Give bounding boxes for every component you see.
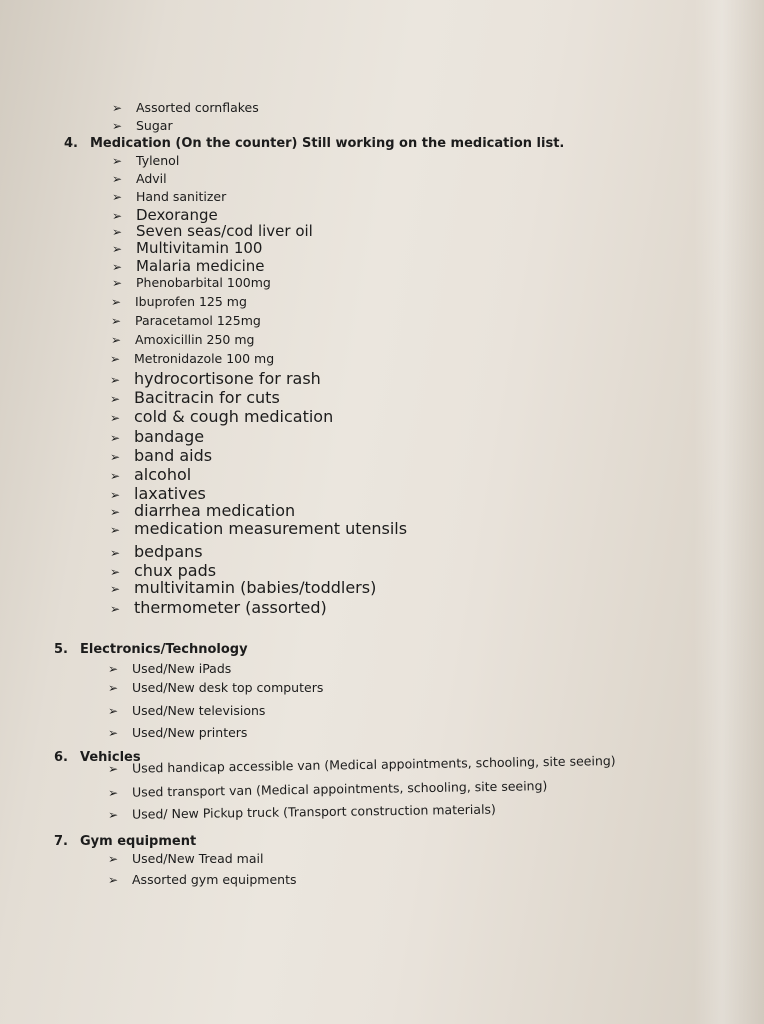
section-title: Gym equipment [80, 834, 197, 849]
bullet-arrow-icon: ➢ [112, 209, 123, 223]
list-item [108, 755, 616, 775]
list-item-text: Used transport van (Medical appointments, schooling, site seeing) [131, 778, 548, 800]
list-item [110, 409, 333, 425]
list-item [110, 390, 280, 406]
bullet-arrow-icon: ➢ [107, 807, 119, 822]
bullet-arrow-icon: ➢ [110, 565, 121, 579]
list-item-text: Seven seas/cod liver oil [136, 222, 313, 240]
list-item-text: medication measurement utensils [134, 519, 408, 538]
list-item [110, 429, 204, 445]
bullet-arrow-icon: ➢ [108, 873, 119, 887]
section-title: Vehicles [80, 750, 141, 765]
list-item-text: multivitamin (babies/toddlers) [134, 578, 377, 597]
list-item-text: Bacitracin for cuts [134, 388, 280, 407]
section-heading-electronics [54, 643, 248, 656]
list-item-text: Metronidazole 100 mg [134, 351, 275, 366]
list-item-text: Tylenol [136, 153, 180, 168]
list-item [108, 874, 297, 887]
list-item [108, 853, 263, 866]
list-item [108, 727, 247, 740]
list-item-text: Dexorange [136, 206, 218, 224]
list-item-text: Paracetamol 125mg [135, 313, 261, 328]
list-item-text: Used/New iPads [132, 661, 232, 676]
bullet-arrow-icon: ➢ [112, 242, 123, 256]
bullet-arrow-icon: ➢ [111, 314, 122, 328]
list-item-text: band aids [134, 446, 213, 465]
section-heading-medication [64, 137, 564, 150]
bullet-arrow-icon: ➢ [112, 154, 123, 168]
bullet-arrow-icon: ➢ [110, 411, 121, 425]
list-item-text: thermometer (assorted) [134, 598, 327, 617]
list-item [110, 521, 407, 537]
list-item [110, 467, 191, 483]
bullet-arrow-icon: ➢ [110, 546, 121, 560]
list-item-text: Assorted cornflakes [136, 100, 259, 115]
bullet-arrow-icon: ➢ [112, 190, 123, 204]
list-item-text: Sugar [136, 118, 173, 133]
bullet-arrow-icon: ➢ [112, 225, 123, 239]
list-item-text: alcohol [134, 465, 192, 484]
list-item [112, 173, 167, 186]
bullet-arrow-icon: ➢ [112, 276, 123, 290]
list-item [112, 120, 173, 133]
list-item-text: Used/ New Pickup truck (Transport construction materials) [131, 801, 496, 822]
list-item-text: Used/New Tread mail [132, 851, 264, 866]
list-item-text: hydrocortisone for rash [134, 369, 321, 388]
list-item [108, 663, 231, 676]
section-number: 7. [54, 834, 68, 849]
list-item [112, 102, 259, 115]
bullet-arrow-icon: ➢ [108, 681, 119, 695]
list-item [107, 801, 496, 822]
list-item [110, 580, 376, 596]
section-title: Medication (On the counter) Still working on the medication list. [90, 136, 565, 151]
bullet-arrow-icon: ➢ [110, 488, 121, 502]
bullet-arrow-icon: ➢ [112, 119, 123, 133]
list-item-text: cold & cough medication [134, 407, 334, 426]
list-item-text: Multivitamin 100 [136, 239, 263, 257]
bullet-arrow-icon: ➢ [107, 761, 119, 776]
bullet-arrow-icon: ➢ [108, 662, 119, 676]
list-item [111, 334, 254, 347]
bullet-arrow-icon: ➢ [110, 523, 121, 537]
list-item-text: Used/New desk top computers [132, 680, 324, 695]
bullet-arrow-icon: ➢ [108, 852, 119, 866]
list-item [112, 224, 313, 239]
list-item-text: Used handicap accessible van (Medical appointments, schooling, site seeing) [131, 753, 616, 776]
bullet-arrow-icon: ➢ [112, 172, 123, 186]
list-item [112, 208, 218, 223]
bullet-arrow-icon: ➢ [110, 582, 121, 596]
list-item [110, 600, 327, 616]
list-item-text: Used/New televisions [132, 703, 266, 718]
list-item [110, 371, 321, 387]
list-item-text: Advil [136, 171, 167, 186]
list-item [110, 353, 274, 366]
section-heading-gym-equipment [54, 835, 196, 848]
bullet-arrow-icon: ➢ [110, 373, 121, 387]
bullet-arrow-icon: ➢ [110, 469, 121, 483]
list-item [112, 155, 179, 168]
list-item-text: bedpans [134, 542, 203, 561]
bullet-arrow-icon: ➢ [110, 505, 121, 519]
section-title: Electronics/Technology [80, 642, 248, 657]
bullet-arrow-icon: ➢ [110, 602, 121, 616]
bullet-arrow-icon: ➢ [110, 450, 121, 464]
list-item [112, 259, 264, 274]
list-item [110, 448, 212, 464]
list-item [110, 503, 295, 519]
list-item [110, 563, 216, 579]
list-item [112, 191, 226, 204]
list-item-text: chux pads [134, 561, 217, 580]
bullet-arrow-icon: ➢ [110, 431, 121, 445]
list-item-text: Used/New printers [132, 725, 248, 740]
list-item-text: Hand sanitizer [136, 189, 227, 204]
list-item [108, 682, 323, 695]
section-number: 4. [64, 136, 78, 151]
list-item-text: diarrhea medication [134, 501, 296, 520]
list-item [108, 780, 547, 799]
bullet-arrow-icon: ➢ [111, 295, 122, 309]
list-item [108, 705, 265, 718]
list-item-text: bandage [134, 427, 205, 446]
list-item [110, 544, 203, 560]
list-item [110, 486, 206, 502]
bullet-arrow-icon: ➢ [107, 785, 119, 800]
bullet-arrow-icon: ➢ [112, 101, 123, 115]
bullet-arrow-icon: ➢ [108, 726, 119, 740]
bullet-arrow-icon: ➢ [110, 392, 121, 406]
list-item [112, 277, 271, 290]
list-item-text: Ibuprofen 125 mg [135, 294, 247, 309]
bullet-arrow-icon: ➢ [111, 333, 122, 347]
bullet-arrow-icon: ➢ [112, 260, 123, 274]
list-item-text: Assorted gym equipments [132, 872, 297, 887]
bullet-arrow-icon: ➢ [110, 352, 121, 366]
list-item [112, 241, 262, 256]
section-number: 5. [54, 642, 68, 657]
list-item-text: Amoxicillin 250 mg [135, 332, 255, 347]
list-item [111, 296, 247, 309]
list-item-text: Phenobarbital 100mg [136, 275, 271, 290]
list-item-text: Malaria medicine [136, 257, 265, 275]
list-item [111, 315, 261, 328]
section-number: 6. [54, 750, 68, 765]
list-item-text: laxatives [134, 484, 206, 503]
bullet-arrow-icon: ➢ [108, 704, 119, 718]
